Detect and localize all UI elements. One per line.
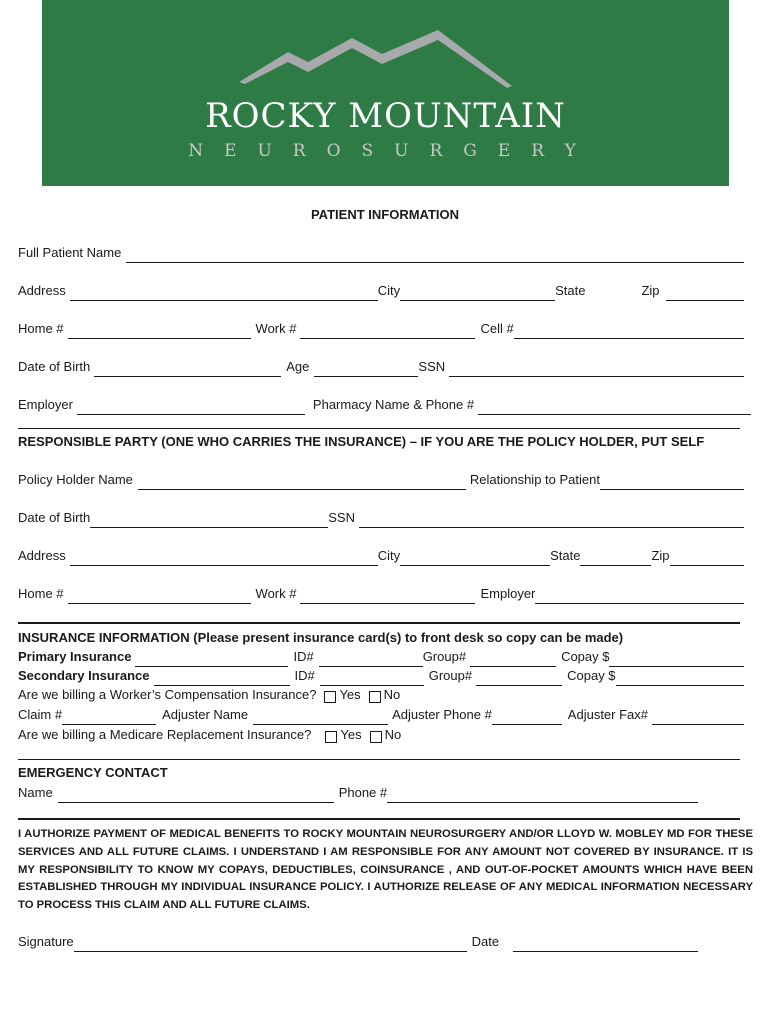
emergency-heading: EMERGENCY CONTACT [18, 765, 168, 780]
divider [18, 818, 740, 820]
divider [18, 428, 740, 429]
policy-holder-label: Policy Holder Name [18, 472, 133, 487]
policy-holder-row [18, 470, 744, 490]
secondary-insurance-label: Secondary Insurance [18, 668, 150, 683]
adjuster-phone-label: Adjuster Phone # [392, 707, 492, 722]
rp-dob-row [18, 508, 744, 528]
address-label: Address [18, 283, 66, 298]
rp-employer-field[interactable] [535, 588, 744, 604]
rp-employer-label: Employer [480, 586, 536, 601]
rp-work-label: Work # [255, 586, 297, 601]
rp-address-field[interactable] [70, 550, 378, 566]
cell-label: Cell # [480, 321, 514, 336]
city-field[interactable] [400, 285, 555, 301]
no-label: No [383, 687, 401, 702]
signature-row [18, 932, 698, 952]
relationship-label: Relationship to Patient [469, 472, 600, 487]
city-label: City [377, 283, 401, 298]
medicare-no-checkbox[interactable] [370, 731, 382, 743]
divider [18, 759, 740, 760]
emergency-phone-field[interactable] [387, 787, 698, 803]
insurance-heading: INSURANCE INFORMATION (Please present insurance card(s) to front desk so copy can be made) [18, 630, 624, 645]
age-field[interactable] [314, 361, 418, 377]
workers-comp-row [18, 685, 744, 705]
rp-state-field[interactable] [580, 550, 651, 566]
state-field[interactable] [585, 285, 641, 301]
divider [18, 622, 740, 624]
primary-insurance-label: Primary Insurance [18, 649, 132, 664]
address-row [18, 281, 744, 301]
primary-group-label: Group# [422, 649, 467, 664]
rp-address-label: Address [18, 548, 66, 563]
secondary-id-label: ID# [294, 668, 315, 683]
date-field[interactable] [513, 936, 698, 952]
home-field[interactable] [68, 323, 251, 339]
rp-home-field[interactable] [68, 588, 251, 604]
rp-ssn-field[interactable] [359, 512, 744, 528]
form-title: PATIENT INFORMATION [310, 207, 460, 222]
primary-id-field[interactable] [319, 651, 423, 667]
dob-row [18, 357, 744, 377]
secondary-copay-label: Copay $ [567, 668, 616, 683]
date-label: Date [471, 934, 500, 949]
rp-phones-row [18, 584, 744, 604]
rp-work-field[interactable] [300, 588, 475, 604]
rp-dob-field[interactable] [90, 512, 328, 528]
primary-insurance-row [18, 647, 744, 667]
medicare-question: Are we billing a Medicare Replacement Insurance? [18, 727, 312, 742]
address-field[interactable] [70, 285, 378, 301]
header-banner [42, 0, 729, 186]
rp-dob-label: Date of Birth [18, 510, 91, 525]
employer-field[interactable] [77, 399, 305, 415]
ssn-field[interactable] [449, 361, 744, 377]
workers-comp-yes-checkbox[interactable] [324, 691, 336, 703]
adjuster-phone-field[interactable] [492, 709, 562, 725]
rp-home-label: Home # [18, 586, 64, 601]
state-label: State [555, 283, 586, 298]
rp-ssn-label: SSN [328, 510, 355, 525]
workers-comp-question: Are we billing a Worker’s Compensation Insurance? [18, 687, 317, 702]
rp-city-field[interactable] [400, 550, 550, 566]
primary-insurance-field[interactable] [135, 651, 288, 667]
ssn-label: SSN [418, 359, 446, 374]
authorization-statement: I AUTHORIZE PAYMENT OF MEDICAL BENEFITS TO ROCKY MOUNTAIN NEUROSURGERY AND/OR LLOYD W. MOBLEY MD FOR THESE SERVICES AND ALL FUTURE CLAIMS. I UNDERSTAND I AM RESPONSIBLE FOR ANY AMOUNT NOT COVERED BY INSURANCE. IT IS MY RESPONSIBILITY TO KNOW MY COPAYS, DEDUCTIBLES, COINSURANCE , AND OUT-OF-POCKET AMOUNTS WHICH HAVE BEEN ESTABLISHED THROUGH MY INDIVIDUAL INSURANCE POLICY. I AUTHORIZE RELEASE OF ANY MEDICAL INFORMATION NECESSARY TO PROCESS THIS CLAIM AND ALL FUTURE CLAIMS. [18, 828, 753, 912]
pharmacy-field[interactable] [478, 399, 751, 415]
yes-label: Yes [340, 727, 362, 742]
work-field[interactable] [300, 323, 475, 339]
secondary-insurance-field[interactable] [154, 670, 290, 686]
signature-label: Signature [18, 934, 74, 949]
employer-label: Employer [18, 397, 73, 412]
secondary-insurance-row [18, 666, 744, 686]
rp-zip-field[interactable] [670, 550, 744, 566]
secondary-group-label: Group# [428, 668, 473, 683]
medicare-yes-checkbox[interactable] [325, 731, 337, 743]
logo-name: ROCKY MOUNTAIN [205, 96, 566, 136]
adjuster-fax-label: Adjuster Fax# [567, 707, 648, 722]
primary-copay-field[interactable] [609, 651, 744, 667]
signature-field[interactable] [74, 936, 467, 952]
zip-field[interactable] [666, 285, 744, 301]
employer-row [18, 395, 751, 415]
workers-comp-no-checkbox[interactable] [369, 691, 381, 703]
full-name-field[interactable] [126, 247, 744, 263]
claim-field[interactable] [62, 709, 156, 725]
dob-field[interactable] [94, 361, 281, 377]
no-label: No [384, 727, 402, 742]
secondary-copay-field[interactable] [616, 670, 744, 686]
emergency-name-label: Name [18, 785, 53, 800]
adjuster-name-label: Adjuster Name [162, 707, 249, 722]
emergency-name-field[interactable] [58, 787, 334, 803]
adjuster-name-field[interactable] [253, 709, 388, 725]
yes-label: Yes [339, 687, 361, 702]
primary-copay-label: Copay $ [561, 649, 610, 664]
home-label: Home # [18, 321, 64, 336]
secondary-id-field[interactable] [320, 670, 424, 686]
rp-state-label: State [550, 548, 581, 563]
primary-id-label: ID# [293, 649, 314, 664]
full-name-label: Full Patient Name [18, 245, 122, 260]
adjuster-fax-field[interactable] [652, 709, 744, 725]
dob-label: Date of Birth [18, 359, 91, 374]
claim-row [18, 705, 744, 725]
responsible-party-heading: RESPONSIBLE PARTY (ONE WHO CARRIES THE INSURANCE) – IF YOU ARE THE POLICY HOLDER, PUT SELF [18, 434, 705, 449]
rp-city-label: City [377, 548, 401, 563]
emergency-row [18, 783, 698, 803]
cell-field[interactable] [514, 323, 744, 339]
relationship-field[interactable] [600, 474, 744, 490]
medicare-row [18, 725, 744, 745]
phones-row [18, 319, 744, 339]
policy-holder-field[interactable] [138, 474, 466, 490]
emergency-phone-label: Phone # [338, 785, 388, 800]
logo-subtitle: NEUROSURGERY [188, 141, 597, 161]
rp-address-row [18, 546, 744, 566]
claim-label: Claim # [18, 707, 63, 722]
age-label: Age [286, 359, 310, 374]
zip-label: Zip [641, 283, 660, 298]
secondary-group-field[interactable] [476, 670, 562, 686]
work-label: Work # [255, 321, 297, 336]
full-name-row [18, 243, 744, 263]
pharmacy-label: Pharmacy Name & Phone # [312, 397, 475, 412]
primary-group-field[interactable] [470, 651, 556, 667]
rp-zip-label: Zip [651, 548, 670, 563]
